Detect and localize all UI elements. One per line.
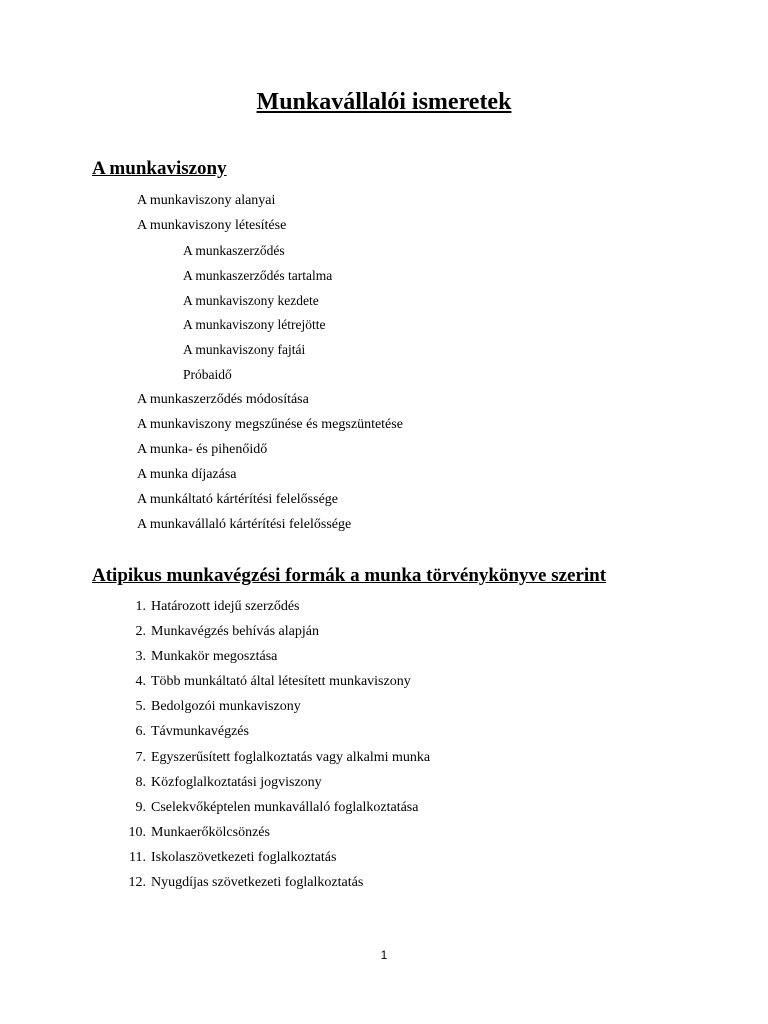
list-number: 7. [135, 749, 146, 765]
list-item-text: Iskolaszövetkezeti foglalkoztatás [151, 849, 337, 865]
list-item [0, 845, 768, 870]
list-item-text: Távmunkavégzés [151, 724, 249, 740]
page-number: 1 [380, 948, 388, 962]
section-heading-atipikus: Atipikus munkavégzési formák a munka törvénykönyve szerint [92, 565, 607, 586]
list-item-text: Cselekvőképtelen munkavállaló foglalkoztatása [151, 799, 419, 815]
list-item [0, 619, 768, 644]
list-item [0, 795, 768, 820]
list-number: 8. [135, 774, 146, 790]
list-item [0, 719, 768, 744]
list-item [0, 745, 768, 770]
list-number: 6. [135, 724, 146, 740]
atipikus-forms-list [0, 594, 768, 895]
list-number: 9. [135, 799, 146, 815]
list-item-text: Közfoglalkoztatási jogviszony [151, 774, 322, 790]
munkaviszony-topic-list [0, 189, 768, 537]
page-title: Munkavállalói ismeretek [256, 89, 512, 115]
list-item [0, 770, 768, 795]
list-item [0, 644, 768, 669]
list-item: A munkaszerződés módosítása [137, 392, 309, 408]
list-item: A munkaviszony megszűnése és megszüntetése [137, 417, 403, 433]
list-item-text: Egyszerűsített foglalkoztatás vagy alkalmi munka [151, 749, 431, 765]
list-item: A munka- és pihenőidő [137, 441, 268, 457]
list-item-text: Munkavégzés behívás alapján [151, 624, 319, 640]
list-number: 5. [135, 699, 146, 715]
list-item-text: Nyugdíjas szövetkezeti foglalkoztatás [151, 875, 364, 891]
list-item: A munkáltató kártérítési felelőssége [137, 491, 338, 507]
list-item: A munkaviszony létrejötte [183, 317, 326, 333]
list-item-text: Bedolgozói munkaviszony [151, 699, 301, 715]
list-item [0, 820, 768, 845]
list-item: A munkaviszony kezdete [183, 292, 319, 308]
list-item-text: Munkaerőkölcsönzés [151, 824, 270, 840]
list-number: 3. [135, 649, 146, 665]
list-item: A munka díjazása [137, 466, 237, 482]
list-number: 1. [135, 599, 146, 614]
section-heading-munkaviszony: A munkaviszony [92, 158, 227, 179]
list-number: 2. [135, 624, 146, 640]
list-item: A munkaszerződés [183, 242, 285, 258]
list-number: 10. [128, 824, 146, 840]
list-item: A munkaviszony alanyai [137, 193, 276, 208]
list-number: 11. [129, 849, 146, 865]
list-item [0, 694, 768, 719]
list-item-text: Több munkáltató által létesített munkaviszony [151, 674, 411, 690]
list-number: 4. [135, 674, 146, 690]
list-item: A munkaszerződés tartalma [183, 267, 333, 283]
list-item-text: Határozott idejű szerződés [151, 599, 300, 614]
list-item [0, 870, 768, 895]
list-item [0, 594, 768, 619]
list-item: A munkavállaló kártérítési felelőssége [137, 516, 352, 532]
list-item: A munkaviszony létesítése [137, 217, 287, 233]
list-item: Próbaidő [183, 367, 232, 383]
list-number: 12. [128, 875, 146, 891]
list-item-text: Munkakör megosztása [151, 649, 278, 665]
list-item: A munkaviszony fajtái [183, 342, 306, 358]
list-item [0, 669, 768, 694]
